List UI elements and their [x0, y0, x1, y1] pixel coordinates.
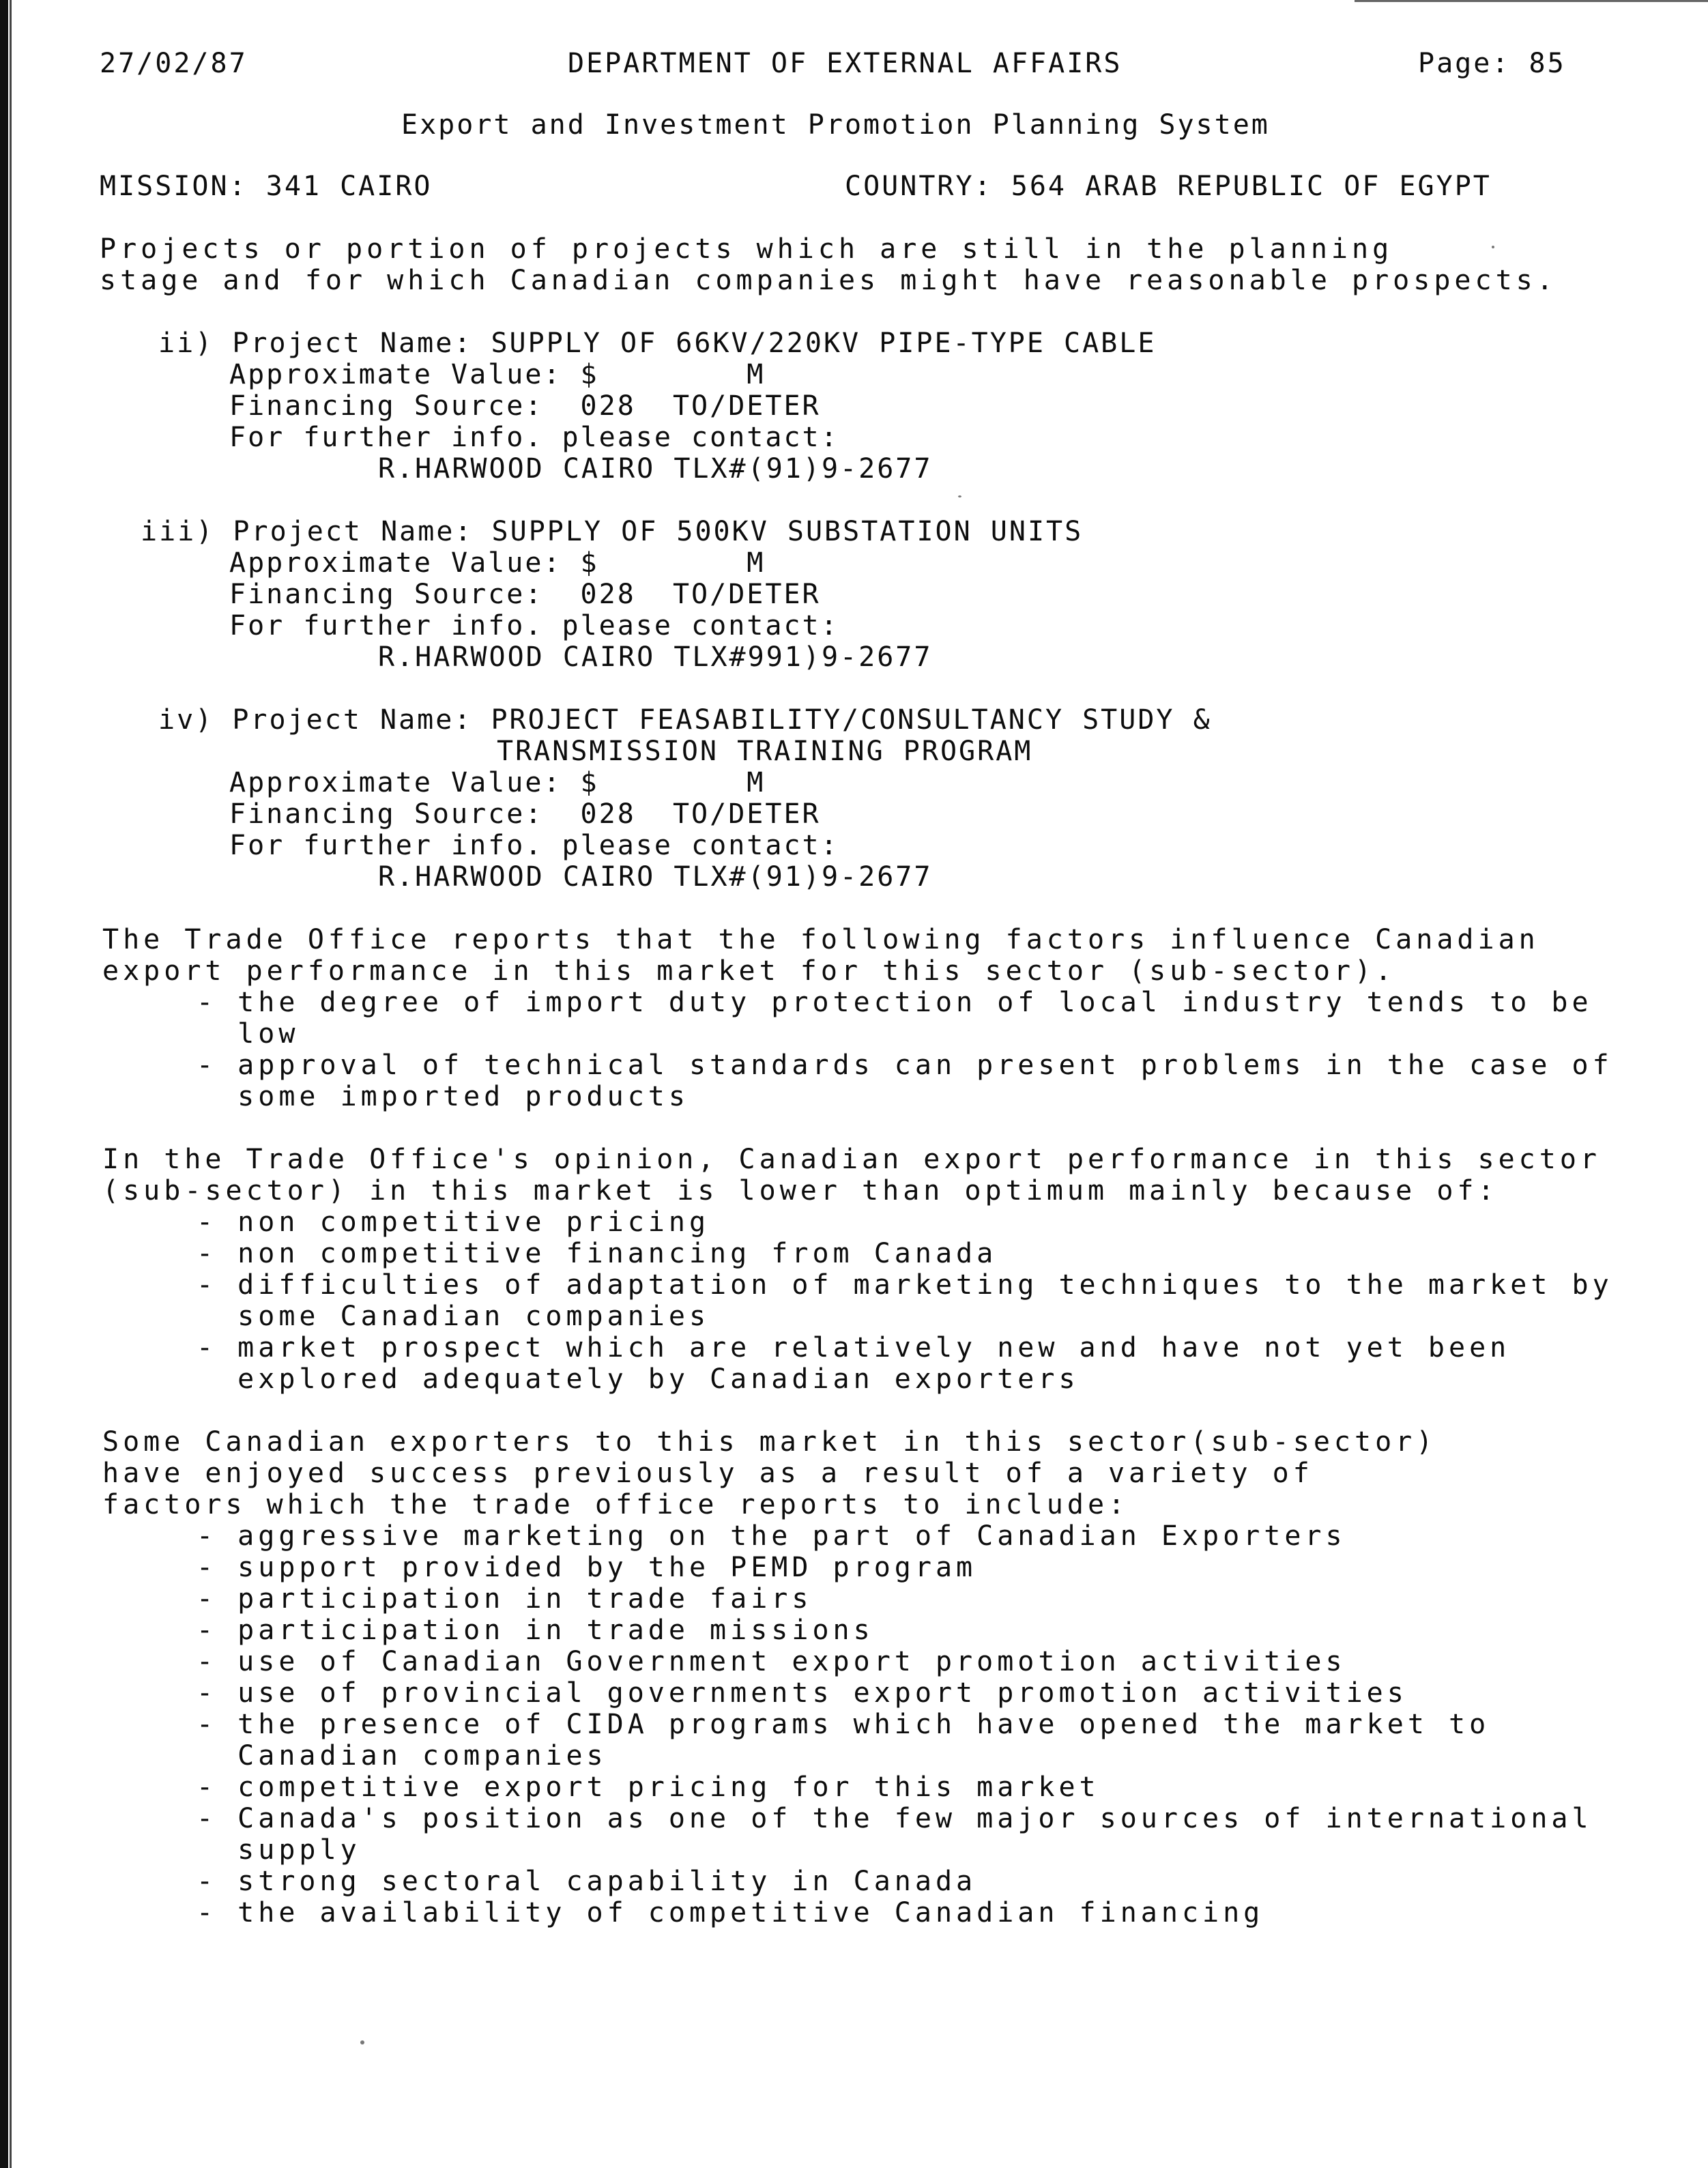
intro-line-1: Projects or portion of projects which are still in the planning [100, 233, 1393, 265]
project-financing: Financing Source: 028 TO/DETER [229, 798, 821, 830]
project-name: iv) Project Name: PROJECT FEASABILITY/CONSULTANCY STUDY & [158, 704, 1212, 736]
scan-speck [958, 495, 961, 497]
project-financing: Financing Source: 028 TO/DETER [229, 579, 821, 610]
scan-speck [360, 2040, 364, 2044]
influence-bullet: - approval of technical standards can present problems in the case of [197, 1050, 1613, 1081]
system-title: Export and Investment Promotion Planning System [401, 109, 1270, 141]
project-value: Approximate Value: $ M [229, 767, 766, 798]
success-bullet: - Canada's position as one of the few major sources of international [197, 1803, 1593, 1834]
scan-edge-inner [10, 0, 12, 2168]
success-bullet: - aggressive marketing on the part of Canadian Exporters [197, 1520, 1346, 1552]
opinion-bullet: - market prospect which are relatively new and have not yet been [197, 1332, 1511, 1363]
opinion-bullet: - non competitive financing from Canada [197, 1238, 998, 1269]
success-bullet: - strong sectoral capability in Canada [197, 1866, 977, 1897]
project-financing: Financing Source: 028 TO/DETER [229, 390, 821, 422]
success-bullet: Canadian companies [197, 1740, 607, 1772]
scan-speck [1492, 246, 1494, 248]
scan-top-line [1355, 0, 1708, 2]
opinion-line-1: In the Trade Office's opinion, Canadian export performance in this sector [102, 1144, 1601, 1175]
success-bullet: - support provided by the PEMD program [197, 1552, 977, 1583]
success-bullet: - use of provincial governments export promotion activities [197, 1677, 1408, 1709]
success-line-3: factors which the trade office reports to include: [102, 1489, 1129, 1520]
success-line-2: have enjoyed success previously as a result of a variety of [102, 1458, 1314, 1489]
project-contact-label: For further info. please contact: [229, 610, 839, 641]
influence-bullet: - the degree of import duty protection of local industry tends to be [197, 987, 1593, 1018]
opinion-line-2: (sub-sector) in this market is lower than optimum mainly because of: [102, 1175, 1499, 1206]
success-bullet: supply [197, 1834, 361, 1866]
success-bullet: - competitive export pricing for this market [197, 1772, 1100, 1803]
project-value: Approximate Value: $ M [229, 359, 766, 390]
project-value: Approximate Value: $ M [229, 547, 766, 579]
project-name: ii) Project Name: SUPPLY OF 66KV/220KV PIPE-TYPE CABLE [158, 328, 1157, 359]
project-contact-label: For further info. please contact: [229, 830, 839, 861]
project-contact: R.HARWOOD CAIRO TLX#991)9-2677 [378, 641, 933, 673]
opinion-bullet: explored adequately by Canadian exporters [197, 1363, 1080, 1395]
project-name-cont: TRANSMISSION TRAINING PROGRAM [497, 736, 1033, 767]
project-contact-label: For further info. please contact: [229, 422, 839, 453]
project-contact: R.HARWOOD CAIRO TLX#(91)9-2677 [378, 861, 933, 893]
success-bullet: - use of Canadian Government export promotion activities [197, 1646, 1346, 1677]
success-bullet: - the availability of competitive Canadian financing [197, 1897, 1264, 1928]
influence-bullet: low [197, 1018, 300, 1050]
opinion-bullet: - non competitive pricing [197, 1206, 710, 1238]
header-page: Page: 85 [1418, 48, 1566, 79]
header-date: 27/02/87 [100, 48, 248, 79]
project-contact: R.HARWOOD CAIRO TLX#(91)9-2677 [378, 453, 933, 485]
success-bullet: - participation in trade missions [197, 1615, 874, 1646]
intro-line-2: stage and for which Canadian companies might have reasonable prospects. [100, 265, 1557, 296]
success-bullet: - the presence of CIDA programs which have opened the market to [197, 1709, 1490, 1740]
influence-bullet: some imported products [197, 1081, 689, 1112]
opinion-bullet: some Canadian companies [197, 1301, 710, 1332]
influence-line-1: The Trade Office reports that the following factors influence Canadian [102, 924, 1539, 955]
opinion-bullet: - difficulties of adaptation of marketing techniques to the market by [197, 1269, 1613, 1301]
project-name: iii) Project Name: SUPPLY OF 500KV SUBSTATION UNITS [141, 516, 1084, 547]
country: COUNTRY: 564 ARAB REPUBLIC OF EGYPT [845, 171, 1492, 202]
success-line-1: Some Canadian exporters to this market in this sector(sub-sector) [102, 1426, 1437, 1458]
influence-line-2: export performance in this market for this sector (sub-sector). [102, 955, 1396, 987]
success-bullet: - participation in trade fairs [197, 1583, 813, 1615]
header-department: DEPARTMENT OF EXTERNAL AFFAIRS [568, 48, 1123, 79]
mission: MISSION: 341 CAIRO [100, 171, 433, 202]
scan-edge [0, 0, 8, 2168]
